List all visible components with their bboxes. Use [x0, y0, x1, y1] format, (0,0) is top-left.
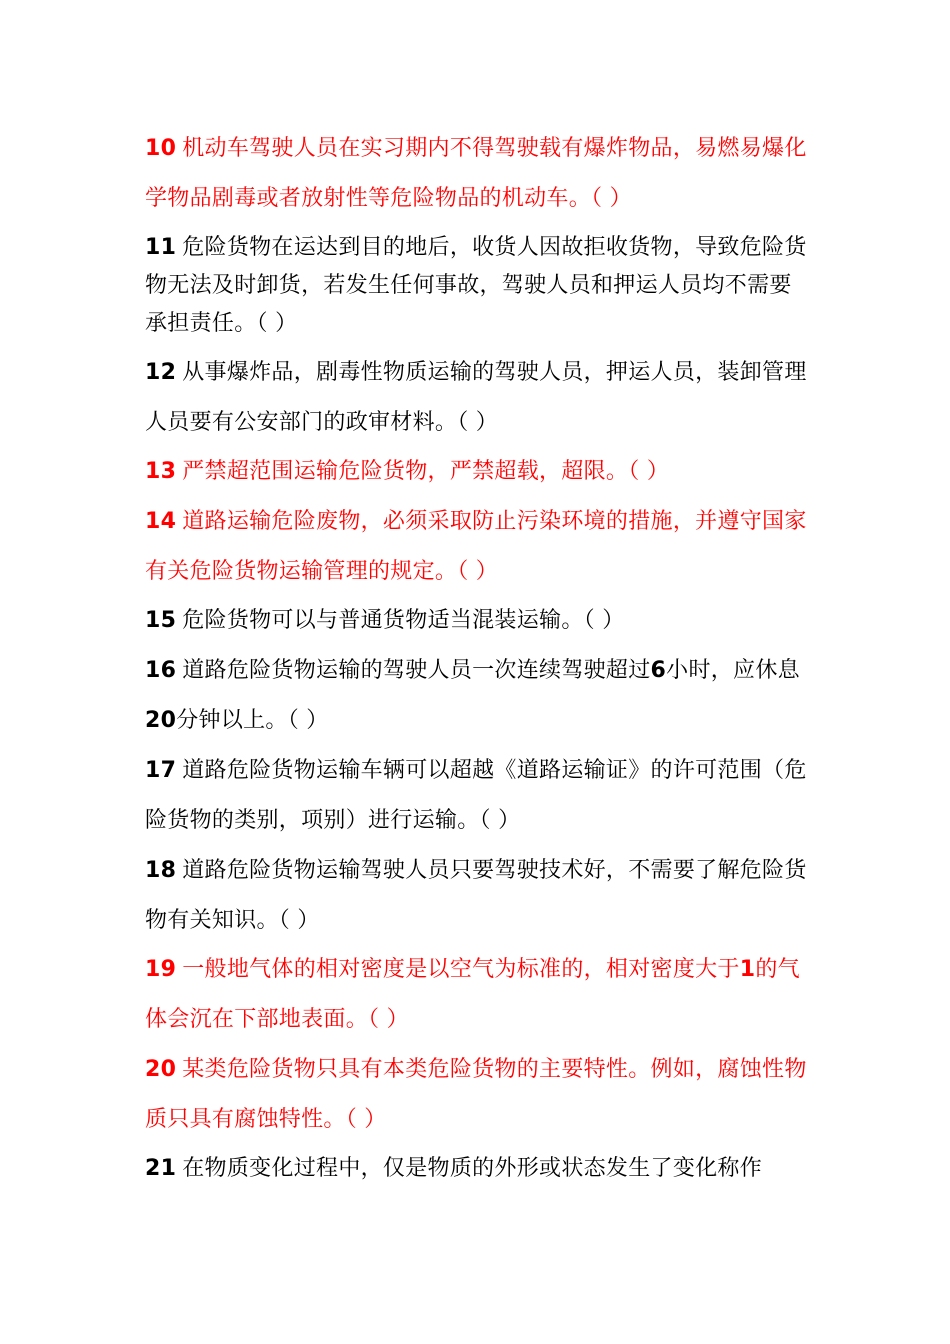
question-minutes: 20 [145, 708, 177, 733]
question-density: 1 [739, 957, 756, 982]
question-number: 17 [145, 758, 177, 783]
question-21 [145, 1144, 810, 1194]
question-text-cont: 小时，应休息 [666, 658, 800, 683]
question-hours: 6 [650, 658, 667, 683]
question-text: 机动车驾驶人员在实习期内不得驾驶载有爆炸物品，易燃易爆化学物品剧毒或者放射性等危险物品的机动车。（ ） [145, 136, 807, 211]
question-text: 危险货物可以与普通货物适当混装运输。（ ） [182, 608, 625, 633]
question-19 [145, 945, 810, 1045]
question-number: 12 [145, 360, 177, 385]
question-number: 14 [145, 509, 177, 534]
question-text-end: 分钟以上。（ ） [176, 708, 329, 733]
question-number: 11 [145, 235, 177, 260]
question-number: 18 [145, 858, 177, 883]
question-12 [145, 348, 810, 448]
question-number: 16 [145, 658, 177, 683]
question-13 [145, 447, 810, 497]
question-text: 一般地气体的相对密度是以空气为标准的，相对密度大于 [182, 957, 740, 982]
question-text: 从事爆炸品，剧毒性物质运输的驾驶人员，押运人员，装卸管理人员要有公安部门的政审材料。（ ） [145, 360, 807, 435]
question-text: 严禁超范围运输危险货物，严禁超载，超限。（ ） [182, 459, 670, 484]
question-number: 10 [145, 136, 177, 161]
question-number: 15 [145, 608, 177, 633]
question-15 [145, 596, 810, 646]
question-11 [145, 229, 810, 343]
question-18 [145, 846, 810, 946]
question-text: 道路危险货物运输驾驶人员只要驾驶技术好，不需要了解危险货物有关知识。（ ） [145, 858, 807, 933]
question-number: 13 [145, 459, 177, 484]
question-text: 危险货物在运达到目的地后，收货人因故拒收货物，导致危险货物无法及时卸货，若发生任何事故，驾驶人员和押运人员均不需要承担责任。（ ） [145, 235, 807, 336]
question-number: 20 [145, 1057, 177, 1082]
question-text: 某类危险货物只具有本类危险货物的主要特性。例如，腐蚀性物质只具有腐蚀特性。（ ） [145, 1057, 807, 1132]
question-text: 道路危险货物运输的驾驶人员一次连续驾驶超过 [182, 658, 651, 683]
question-20 [145, 1045, 810, 1145]
question-14 [145, 497, 810, 597]
question-text: 在物质变化过程中，仅是物质的外形或状态发生了变化称作 [182, 1156, 763, 1181]
question-number: 19 [145, 957, 177, 982]
question-text: 道路危险货物运输车辆可以超越《道路运输证》的许可范围（危险货物的类别，项别）进行运输。（ ） [145, 758, 807, 833]
question-text: 道路运输危险废物，必须采取防止污染环境的措施，并遵守国家有关危险货物运输管理的规定。（ ） [145, 509, 807, 584]
question-17 [145, 746, 810, 846]
question-10 [145, 124, 810, 224]
question-number: 21 [145, 1156, 177, 1181]
question-text-cont: 的气体会沉在下部地表面。（ ） [145, 957, 800, 1032]
question-16 [145, 646, 810, 746]
